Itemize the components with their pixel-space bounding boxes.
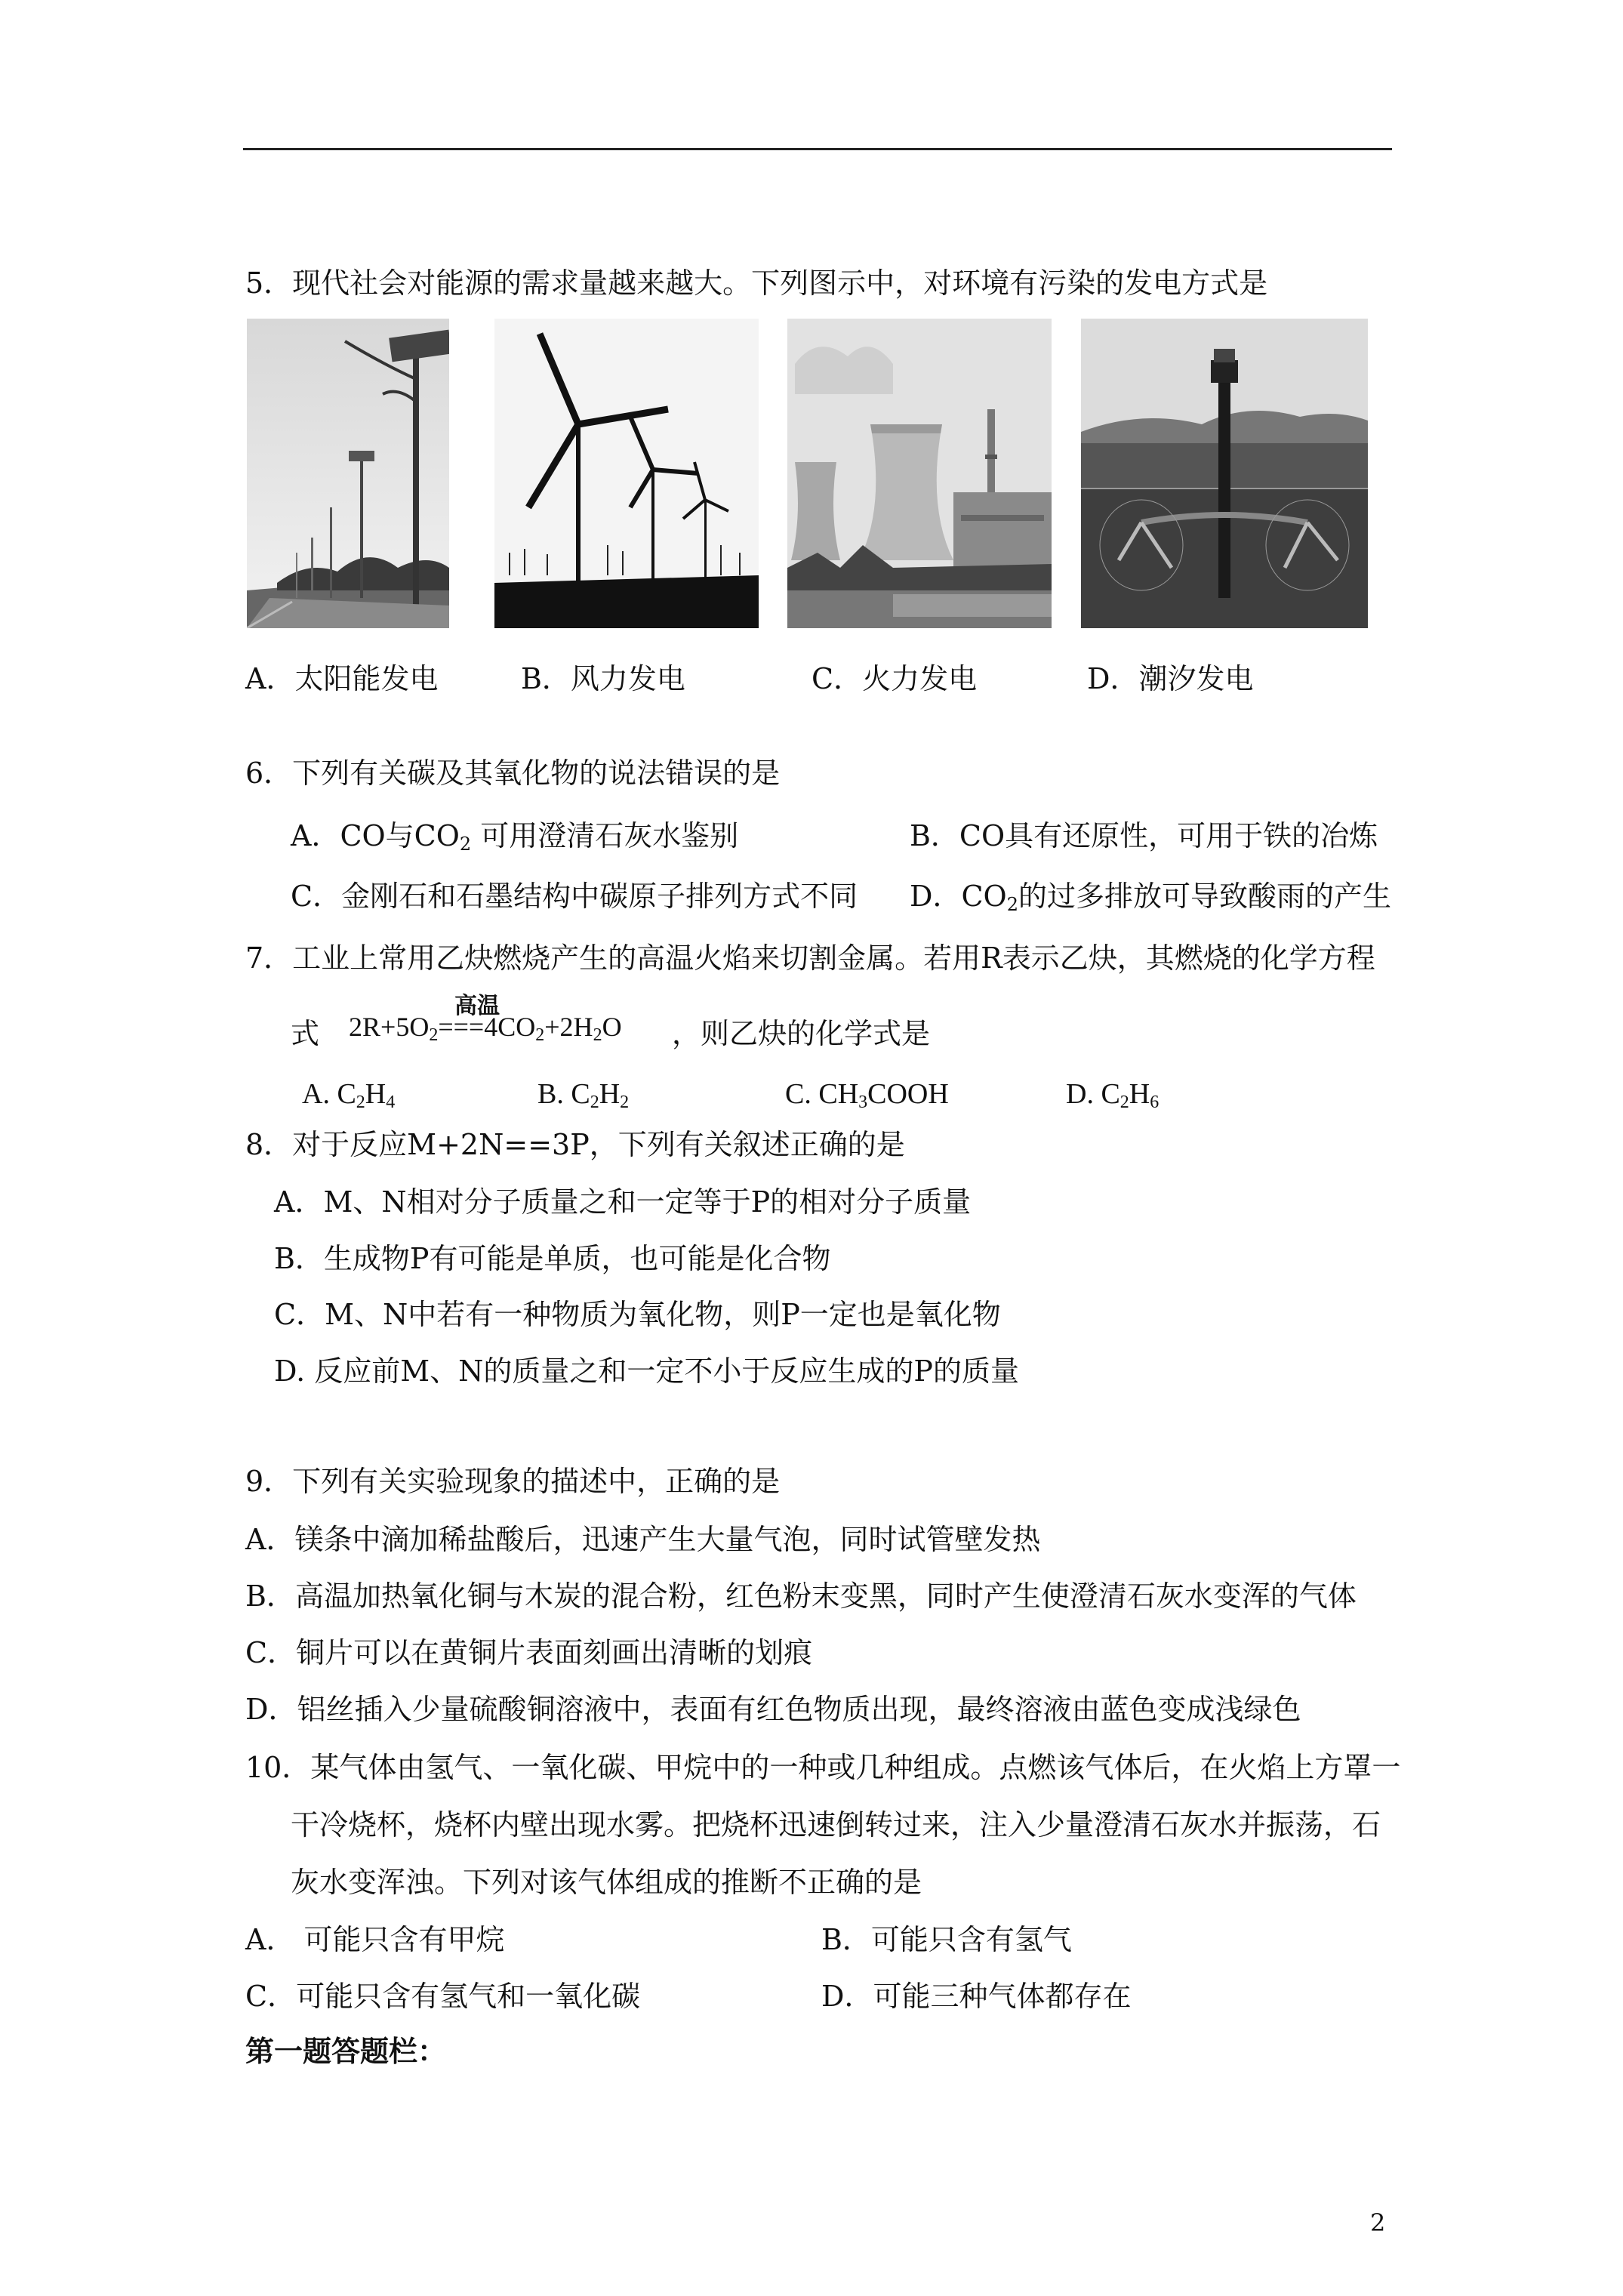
q8-option-b: B．生成物P有可能是单质，也可能是化合物 [274, 1242, 831, 1275]
q5-option-c: C．火力发电 [812, 662, 978, 695]
q10-option-c: C．可能只含有氢气和一氧化碳 [245, 1980, 641, 2013]
q5-option-a: A．太阳能发电 [245, 662, 439, 695]
q9-option-b: B．高温加热氧化铜与木炭的混合粉，红色粉末变黑，同时产生使澄清石灰水变浑的气体 [245, 1579, 1357, 1613]
q10-option-b: B．可能只含有氢气 [821, 1923, 1072, 1956]
thermal-power-plant-photo [787, 319, 1052, 628]
q7-line2-suffix: ，则乙炔的化学式是 [672, 1017, 931, 1050]
q10-stem-line1: 10．某气体由氢气、一氧化碳、甲烷中的一种或几种组成。点燃该气体后，在火焰上方罩一 [245, 1751, 1401, 1784]
q6-option-c: C．金刚石和石墨结构中碳原子排列方式不同 [291, 880, 858, 913]
q7-line1: 7．工业上常用乙炔燃烧产生的高温火焰来切割金属。若用R表示乙炔，其燃烧的化学方程 [245, 942, 1375, 975]
q6-option-b: B．CO具有还原性，可用于铁的冶炼 [910, 819, 1378, 852]
q10-option-a: A． 可能只含有甲烷 [245, 1923, 505, 1956]
q5-option-b: B．风力发电 [521, 662, 685, 695]
q8-option-d: D. 反应前M、N的质量之和一定不小于反应生成的P的质量 [274, 1354, 1020, 1388]
q8-stem: 8．对于反应M+2N==3P，下列有关叙述正确的是 [245, 1128, 905, 1161]
solar-streetlight-photo [247, 319, 449, 628]
combustion-equation [349, 995, 663, 1046]
wind-turbine-photo [494, 319, 759, 628]
q6-option-a: A．CO与$CO_2$ 可用澄清石灰水鉴别 [291, 819, 739, 855]
q8-option-a: A．M、N相对分子质量之和一定等于P的相对分子质量 [274, 1185, 972, 1219]
equation-body: $2R+5O_2===4CO_2+2H_2O$ [349, 1012, 622, 1045]
q9-option-d: D．铝丝插入少量硫酸铜溶液中，表面有红色物质出现，最终溶液由蓝色变成浅绿色 [245, 1693, 1301, 1726]
tidal-turbine-photo [1081, 319, 1368, 628]
q7-line2-prefix: 式 [291, 1017, 320, 1050]
q7-option-c: C. $CH_3COOH$ [785, 1078, 949, 1112]
q6-option-d: D．$CO_2$的过多排放可导致酸雨的产生 [910, 880, 1391, 915]
q10-stem-line2: 干冷烧杯，烧杯内壁出现水雾。把烧杯迅速倒转过来，注入少量澄清石灰水并振荡，石 [291, 1808, 1381, 1841]
q5-option-d: D．潮汐发电 [1087, 662, 1254, 695]
answer-header: 第一题答题栏： [245, 2034, 447, 2068]
page-number: 2 [1370, 2208, 1386, 2237]
q10-option-d: D．可能三种气体都存在 [821, 1980, 1132, 2013]
q9-stem: 9．下列有关实验现象的描述中，正确的是 [245, 1465, 781, 1498]
header-rule [243, 148, 1392, 150]
q10-stem-line3: 灰水变浑浊。下列对该气体组成的推断不正确的是 [291, 1866, 922, 1899]
q9-option-c: C．铜片可以在黄铜片表面刻画出清晰的划痕 [245, 1636, 813, 1669]
q8-option-c: C．M、N中若有一种物质为氧化物，则P一定也是氧化物 [274, 1298, 1001, 1331]
equation-condition: 高温 [454, 994, 500, 1019]
q5-stem: 5．现代社会对能源的需求量越来越大。下列图示中，对环境有污染的发电方式是 [245, 267, 1268, 300]
q7-option-d: D. $C_2H_6$ [1066, 1078, 1160, 1112]
q9-option-a: A．镁条中滴加稀盐酸后，迅速产生大量气泡，同时试管壁发热 [245, 1523, 1041, 1556]
q6-stem: 6．下列有关碳及其氧化物的说法错误的是 [245, 757, 781, 790]
q7-option-b: B. $C_2H_2$ [537, 1078, 630, 1112]
q7-option-a: A. $C_2H_4$ [302, 1078, 396, 1112]
